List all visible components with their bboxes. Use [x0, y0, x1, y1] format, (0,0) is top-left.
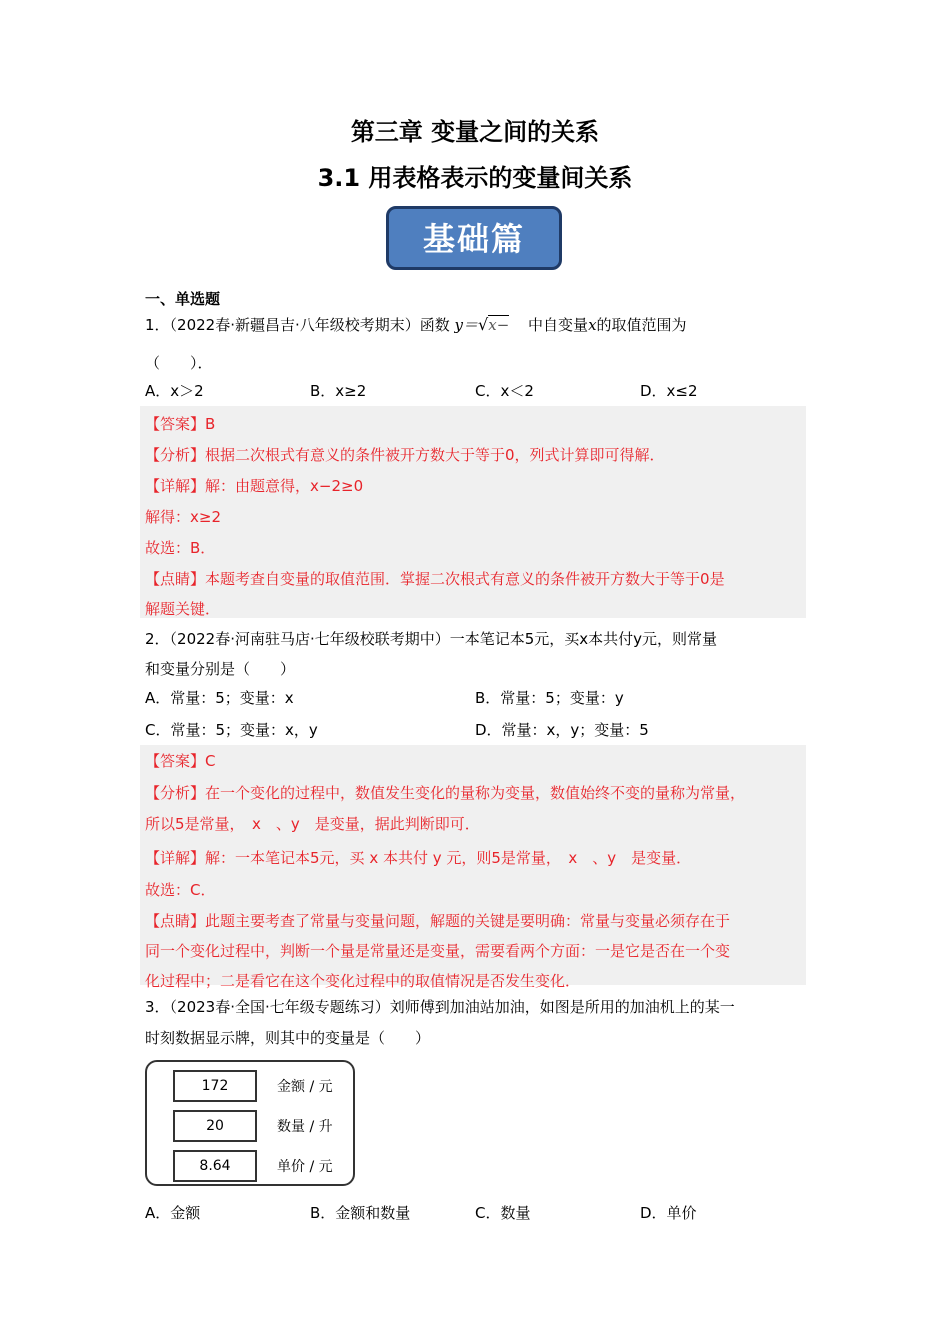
q2-option-c[interactable]: C．常量：5；变量：x，y [145, 721, 318, 739]
q1-analysis: 【分析】根据二次根式有意义的条件被开方数大于等于0，列式计算即可得解． [145, 446, 665, 464]
fuel-pump-display [145, 1060, 355, 1186]
q2-comment-line3: 化过程中；二是看它在这个变化过程中的取值情况是否发生变化． [145, 972, 581, 990]
q2-option-d[interactable]: D．常量：x，y；变量：5 [475, 721, 649, 739]
pump-amount-value: 172 [173, 1070, 257, 1102]
q1-comment-line2: 解题关键． [145, 600, 221, 618]
pump-amount-label: 金额 / 元 [277, 1079, 333, 1095]
q3-stem: 3．（2023春·全国·七年级专题练习）刘师傅到加油站加油，如图是所用的加油机上的某一 [145, 998, 735, 1016]
q1-solve: 解得：x≥2 [145, 508, 221, 526]
q2-stem: 2．（2022春·河南驻马店·七年级校联考期中）一本笔记本5元，买x本共付y元，则常量 [145, 630, 718, 648]
q2-comment: 【点睛】此题主要考查了常量与变量问题，解题的关键是要明确：常量与变量必须存在于 [145, 912, 731, 930]
q2-analysis: 【分析】在一个变化的过程中，数值发生变化的量称为变量，数值始终不变的量称为常量， [145, 784, 746, 802]
q2-detail: 【详解】解：一本笔记本5元，买 x 本共付 y 元，则5是常量， x 、y 是变量． [145, 849, 692, 867]
q2-analysis-line2: 所以5是常量， x 、y 是变量，据此判断即可． [145, 815, 480, 833]
q2-option-a[interactable]: A．常量：5；变量：x [145, 689, 294, 707]
q2-stem-line2: 和变量分别是（ ） [145, 660, 296, 678]
pump-price-value: 8.64 [173, 1150, 257, 1182]
q1-option-d[interactable]: D．x≤2 [640, 382, 698, 400]
q1-radicand: x− [488, 316, 510, 334]
q1-option-b[interactable]: B．x≥2 [310, 382, 367, 400]
q1-stem: 1．（2022春·新疆昌吉·八年级校考期末）函数 y＝√x− 中自变量x的取值范围为 [145, 315, 687, 334]
q1-function-y: y＝ [454, 316, 479, 334]
q3-option-c[interactable]: C．数量 [475, 1204, 531, 1222]
q1-stem-line2: （ ）． [145, 354, 213, 372]
q1-comment: 【点睛】本题考查自变量的取值范围．掌握二次根式有意义的条件被开方数大于等于0是 [145, 570, 725, 588]
sqrt-icon: √ [478, 315, 489, 334]
q1-option-a[interactable]: A．x＞2 [145, 382, 204, 400]
section-title: 3.1 用表格表示的变量间关系 [317, 164, 633, 192]
pump-quantity-label: 数量 / 升 [277, 1119, 333, 1135]
q3-option-b[interactable]: B．金额和数量 [310, 1204, 411, 1222]
section-heading: 一、单选题 [145, 290, 221, 308]
q3-option-d[interactable]: D．单价 [640, 1204, 697, 1222]
q3-option-a[interactable]: A．金额 [145, 1204, 201, 1222]
pump-quantity-value: 20 [173, 1110, 257, 1142]
q2-choose: 故选：C． [145, 881, 216, 899]
chapter-title: 第三章 变量之间的关系 [350, 118, 600, 146]
q2-answer: 【答案】C [145, 752, 216, 770]
q1-choose: 故选：B． [145, 539, 216, 557]
q1-detail: 【详解】解：由题意得，x−2≥0 [145, 477, 364, 495]
q2-comment-line2: 同一个变化过程中，判断一个量是常量还是变量，需要看两个方面：一是它是否在一个变 [145, 942, 731, 960]
level-badge: 基础篇 [386, 206, 562, 270]
q2-option-b[interactable]: B．常量：5；变量：y [475, 689, 624, 707]
q3-stem-line2: 时刻数据显示牌，则其中的变量是（ ） [145, 1029, 431, 1047]
pump-price-label: 单价 / 元 [277, 1159, 333, 1175]
q1-option-c[interactable]: C．x＜2 [475, 382, 534, 400]
q1-answer: 【答案】B [145, 415, 216, 433]
